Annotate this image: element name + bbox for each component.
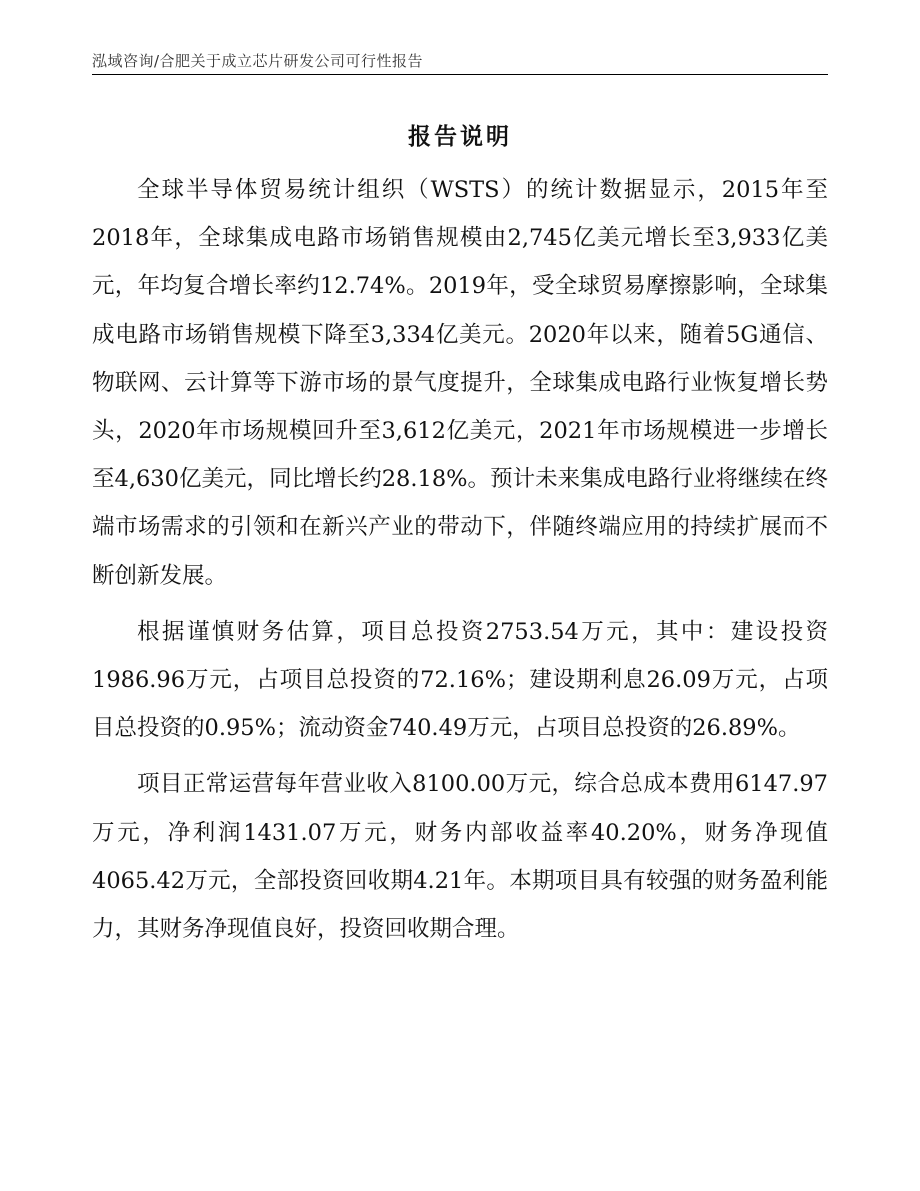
paragraph-investment-estimate: 根据谨慎财务估算，项目总投资2753.54万元，其中：建设投资1986.96万元，占项目总投资的72.16%；建设期利息26.09万元，占项目总投资的0.95%；流动资金740.49万元，占项目总投资的26.89%。 <box>92 618 828 742</box>
paragraph-market-overview: 全球半导体贸易统计组织（WSTS）的统计数据显示，2015年至2018年，全球集成电路市场销售规模由2,745亿美元增长至3,933亿美元，年均复合增长率约12.74%。2019年，受全球贸易摩擦影响，全球集成电路市场销售规模下降至3,334亿美元。2020年以来，随着5G通信、物联网、云计算等下游市场的景气度提升，全球集成电路行业恢复增长势头，2020年市场规模回升至3,612亿美元，2021年市场规模进一步增长至4,630亿美元，同比增长约28.18%。预计未来集成电路行业将继续在终端市场需求的引领和在新兴产业的带动下，伴随终端应用的持续扩展而不断创新发展。 <box>92 177 828 589</box>
page-title: 报告说明 <box>408 124 512 150</box>
running-header: 泓域咨询/合肥关于成立芯片研发公司可行性报告 <box>92 52 424 70</box>
paragraph-financial-returns: 项目正常运营每年营业收入8100.00万元，综合总成本费用6147.97万元，净利润1431.07万元，财务内部收益率40.20%，财务净现值4065.42万元，全部投资回收期4.21年。本期项目具有较强的财务盈利能力，其财务净现值良好，投资回收期合理。 <box>92 771 828 943</box>
header-divider <box>92 74 828 75</box>
document-body <box>92 166 828 953</box>
